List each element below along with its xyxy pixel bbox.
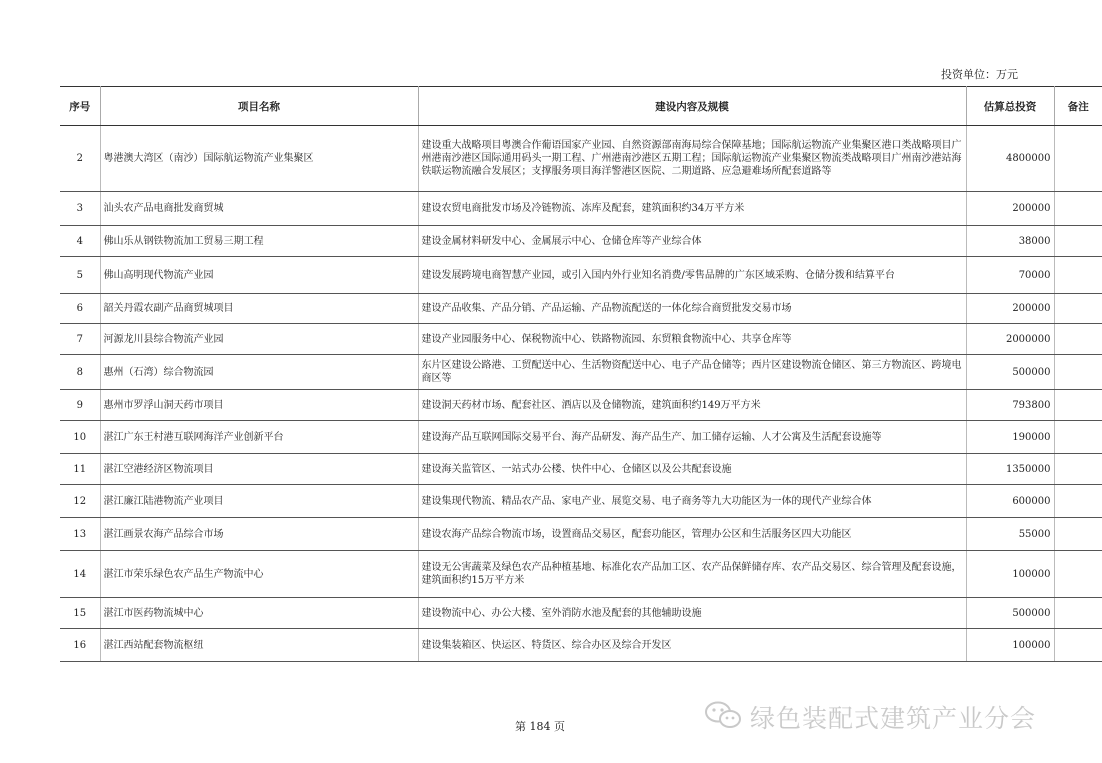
- row-project-name: 粤港澳大湾区（南沙）国际航运物流产业集聚区: [100, 126, 418, 192]
- table-row: [60, 226, 1102, 257]
- row-seq: 10: [60, 421, 100, 454]
- row-project-name: 惠州（石湾）综合物流园: [100, 355, 418, 390]
- row-content: 东片区建设公路港、工贸配送中心、生活物资配送中心、电子产品仓储等；西片区建设物流仓储区、第三方物流区、跨境电商区等: [418, 355, 966, 390]
- row-seq: 7: [60, 324, 100, 355]
- row-amount: 70000: [966, 257, 1054, 294]
- row-note: [1054, 485, 1102, 518]
- row-seq: 11: [60, 454, 100, 485]
- row-amount: 200000: [966, 192, 1054, 226]
- row-content: 建设农贸电商批发市场及冷链物流、冻库及配套，建筑面积约34万平方米: [418, 192, 966, 226]
- row-amount: 500000: [966, 598, 1054, 629]
- row-note: [1054, 421, 1102, 454]
- row-content: 建设无公害蔬菜及绿色农产品种植基地、标准化农产品加工区、农产品保鲜储存库、农产品交易区、综合管理及配套设施，建筑面积约15万平方米: [418, 551, 966, 598]
- column-header-name: 项目名称: [100, 87, 418, 126]
- row-project-name: 湛江廉江陆港物流产业项目: [100, 485, 418, 518]
- row-content: 建设产品收集、产品分销、产品运输、产品物流配送的一体化综合商贸批发交易市场: [418, 294, 966, 324]
- row-note: [1054, 324, 1102, 355]
- row-note: [1054, 126, 1102, 192]
- row-amount: 1350000: [966, 454, 1054, 485]
- row-amount: 55000: [966, 518, 1054, 551]
- row-seq: 14: [60, 551, 100, 598]
- row-content: 建设物流中心、办公大楼、室外消防水池及配套的其他辅助设施: [418, 598, 966, 629]
- row-seq: 15: [60, 598, 100, 629]
- table-row: [60, 355, 1102, 390]
- row-amount: 2000000: [966, 324, 1054, 355]
- table-row: [60, 126, 1102, 192]
- table-row: [60, 324, 1102, 355]
- table-row: [60, 551, 1102, 598]
- row-seq: 4: [60, 226, 100, 257]
- row-note: [1054, 294, 1102, 324]
- row-content: 建设农海产品综合物流市场，设置商品交易区，配套功能区，管理办公区和生活服务区四大功能区: [418, 518, 966, 551]
- row-seq: 16: [60, 629, 100, 662]
- row-note: [1054, 454, 1102, 485]
- row-project-name: 湛江空港经济区物流项目: [100, 454, 418, 485]
- row-note: [1054, 629, 1102, 662]
- row-project-name: 湛江画景农海产品综合市场: [100, 518, 418, 551]
- row-content: 建设海关监管区、一站式办公楼、快件中心、仓储区以及公共配套设施: [418, 454, 966, 485]
- row-amount: 600000: [966, 485, 1054, 518]
- watermark-text: 绿色装配式建筑产业分会: [750, 704, 1037, 733]
- row-project-name: 惠州市罗浮山洞天药市项目: [100, 390, 418, 421]
- table-row: [60, 257, 1102, 294]
- row-content: 建设产业园服务中心、保税物流中心、铁路物流园、东贸粮食物流中心、共享仓库等: [418, 324, 966, 355]
- row-project-name: 河源龙川县综合物流产业园: [100, 324, 418, 355]
- row-note: [1054, 257, 1102, 294]
- row-note: [1054, 598, 1102, 629]
- column-header-seq: 序号: [60, 87, 100, 126]
- row-note: [1054, 355, 1102, 390]
- column-header-note: 备注: [1054, 87, 1102, 126]
- column-header-amount: 估算总投资: [966, 87, 1054, 126]
- table-row: [60, 421, 1102, 454]
- wechat-icon: [704, 700, 742, 734]
- row-seq: 9: [60, 390, 100, 421]
- project-table: [60, 86, 1102, 662]
- row-amount: 793800: [966, 390, 1054, 421]
- row-seq: 8: [60, 355, 100, 390]
- row-project-name: 佛山乐从钢铁物流加工贸易三期工程: [100, 226, 418, 257]
- row-project-name: 湛江广东王村港互联网海洋产业创新平台: [100, 421, 418, 454]
- row-content: 建设集现代物流、精品农产品、家电产业、展览交易、电子商务等九大功能区为一体的现代产业综合体: [418, 485, 966, 518]
- row-seq: 6: [60, 294, 100, 324]
- watermark: [704, 700, 1036, 734]
- row-content: 建设重大战略项目粤澳合作葡语国家产业园、自然资源部南海局综合保障基地；国际航运物流产业集聚区港口类战略项目广州港南沙港区国际通用码头一期工程、广州港南沙港区五期工程；国际航运物流产业集聚区物流类战略项目广州南沙港站海铁联运物流融合发展区；支撑服务项目海洋警港区医院、二期道路、应急避难场所配套道路等: [418, 126, 966, 192]
- row-seq: 2: [60, 126, 100, 192]
- table-row: [60, 598, 1102, 629]
- row-project-name: 佛山高明现代物流产业园: [100, 257, 418, 294]
- page-number: 第 184 页: [515, 720, 565, 733]
- table-row: [60, 390, 1102, 421]
- investment-unit-note: 投资单位：万元: [941, 68, 1018, 81]
- row-project-name: 湛江市荣乐绿色农产品生产物流中心: [100, 551, 418, 598]
- row-amount: 38000: [966, 226, 1054, 257]
- table-row: [60, 629, 1102, 662]
- row-amount: 4800000: [966, 126, 1054, 192]
- row-project-name: 韶关丹霞农副产品商贸城项目: [100, 294, 418, 324]
- row-note: [1054, 390, 1102, 421]
- row-amount: 500000: [966, 355, 1054, 390]
- row-amount: 200000: [966, 294, 1054, 324]
- row-amount: 100000: [966, 551, 1054, 598]
- row-content: 建设洞天药材市场、配套社区、酒店以及仓储物流，建筑面积约149万平方米: [418, 390, 966, 421]
- row-project-name: 汕头农产品电商批发商贸城: [100, 192, 418, 226]
- row-seq: 12: [60, 485, 100, 518]
- row-seq: 5: [60, 257, 100, 294]
- row-project-name: 湛江西站配套物流枢纽: [100, 629, 418, 662]
- row-note: [1054, 518, 1102, 551]
- column-header-content: 建设内容及规模: [418, 87, 966, 126]
- row-seq: 3: [60, 192, 100, 226]
- table-header-row: [60, 87, 1102, 126]
- table-row: [60, 518, 1102, 551]
- row-note: [1054, 226, 1102, 257]
- row-amount: 100000: [966, 629, 1054, 662]
- row-note: [1054, 551, 1102, 598]
- row-content: 建设海产品互联网国际交易平台、海产品研发、海产品生产、加工储存运输、人才公寓及生活配套设施等: [418, 421, 966, 454]
- row-note: [1054, 192, 1102, 226]
- row-content: 建设发展跨境电商智慧产业园，或引入国内外行业知名消费/零售品牌的广东区域采购、仓储分拨和结算平台: [418, 257, 966, 294]
- table-row: [60, 485, 1102, 518]
- table-row: [60, 294, 1102, 324]
- table-row: [60, 192, 1102, 226]
- row-content: 建设集装箱区、快运区、特货区、综合办区及综合开发区: [418, 629, 966, 662]
- row-project-name: 湛江市医药物流城中心: [100, 598, 418, 629]
- row-amount: 190000: [966, 421, 1054, 454]
- table-row: [60, 454, 1102, 485]
- row-seq: 13: [60, 518, 100, 551]
- row-content: 建设金属材料研发中心、金属展示中心、仓储仓库等产业综合体: [418, 226, 966, 257]
